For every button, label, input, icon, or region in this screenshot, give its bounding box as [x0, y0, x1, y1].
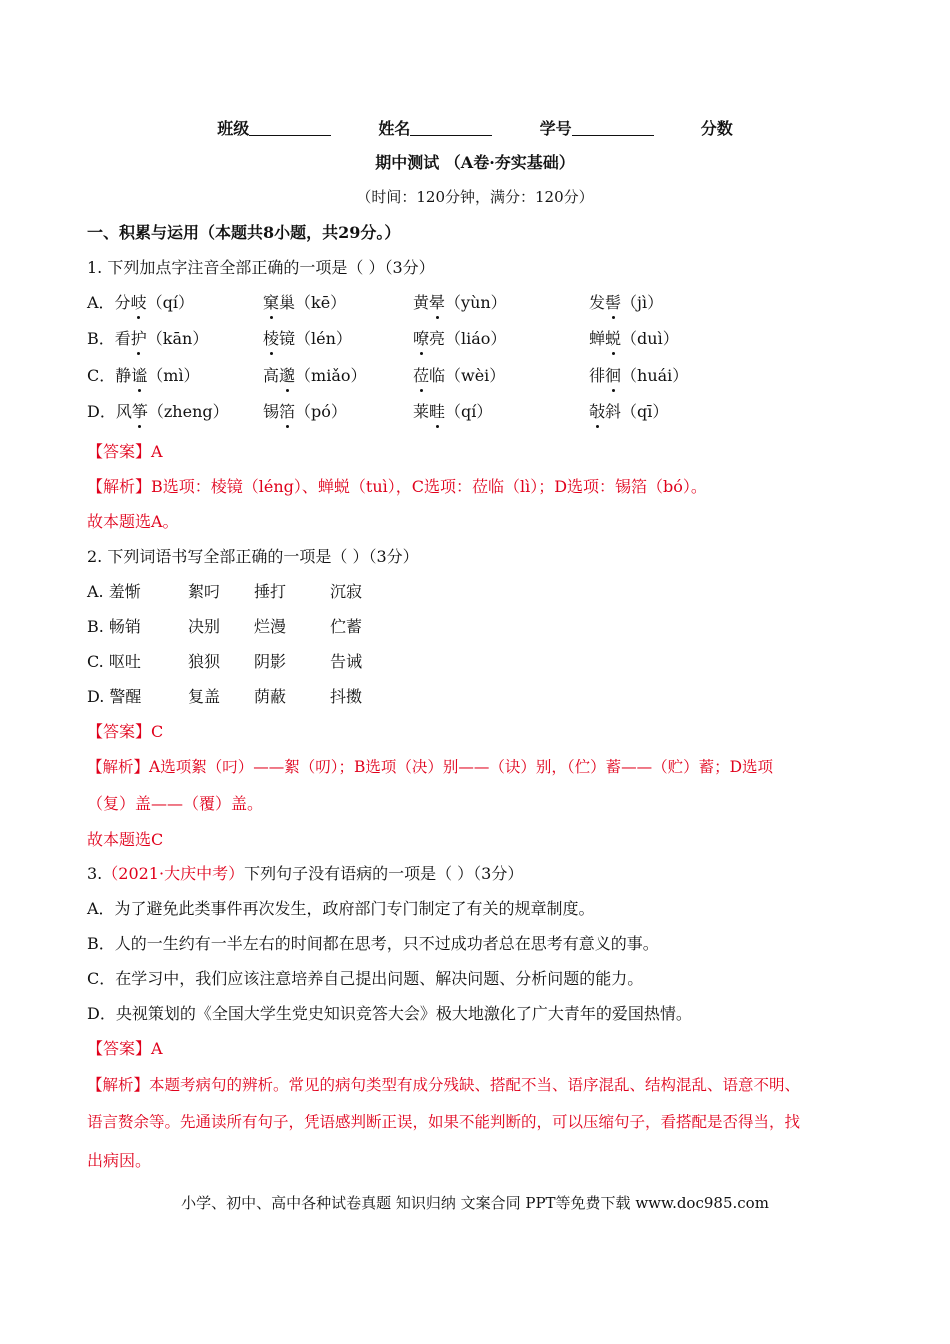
q2-c-word1: C. 呕吐 — [87, 652, 141, 671]
q1-b-pinyin: （kān） — [146, 329, 209, 348]
class-blank — [249, 119, 331, 136]
q1-b2-text: 镜（lén） — [279, 329, 352, 348]
q2-a-word2: 絮叼 — [188, 582, 221, 601]
q1-c2-text: 高 — [263, 366, 280, 385]
q3-number: 3. — [87, 864, 103, 883]
q2-stem: 2. 下列词语书写全部正确的一项是（ ）（3分） — [87, 547, 419, 566]
q1-d-dotted-char: 筝 — [131, 402, 148, 421]
q3-option-c: C．在学习中，我们应该注意培养自己提出问题、解决问题、分析问题的能力。 — [87, 969, 644, 988]
q1-b-dotted-char: 护 — [130, 329, 147, 348]
q3-answer: 【答案】A — [87, 1039, 163, 1058]
q2-c-word2: 狼狈 — [188, 652, 221, 671]
section-heading: 一、积累与运用（本题共8小题，共29分。） — [87, 223, 401, 242]
q1-analysis: 【解析】B选项：棱镜（léng）、蝉蜕（tuì），C选项：莅临（lì）；D选项：锡箔（bó）。 — [87, 477, 707, 496]
q1-b4-pinyin: （duì） — [621, 329, 679, 348]
q1-c-dotted-char: 谧 — [131, 366, 148, 385]
q2-d-word4: 抖擞 — [330, 687, 363, 706]
q1-c3-dotted-char: 莅 — [413, 366, 430, 385]
q1-a4-text: 发 — [589, 293, 606, 312]
q1-a3-pinyin: （yùn） — [445, 293, 507, 312]
q1-d4-text: 斜（qī） — [605, 402, 669, 421]
q1-d3-dotted-char: 畦 — [429, 402, 446, 421]
q1-b3-text: 亮（liáo） — [429, 329, 507, 348]
q1-b2-dotted-char: 棱 — [263, 329, 280, 348]
class-label: 班级 — [217, 119, 250, 138]
q1-b-text: B．看 — [87, 329, 131, 348]
q1-d-text: D．风 — [87, 402, 132, 421]
q1-d-pinyin: （zheng） — [147, 402, 229, 421]
q1-c4-pinyin: （huái） — [621, 366, 689, 385]
q2-a-word4: 沉寂 — [330, 582, 363, 601]
q1-a-dotted-char: 岐 — [130, 293, 147, 312]
q1-c3-text: 临（wèi） — [429, 366, 506, 385]
student-info-row — [0, 116, 950, 139]
q3-stem: 下列句子没有语病的一项是（ ）（3分） — [244, 864, 524, 883]
q2-d-word1: D. 警醒 — [87, 687, 142, 706]
q1-d4-dotted-char: 敧 — [589, 402, 606, 421]
q1-b4-dotted-char: 蜕 — [605, 329, 622, 348]
exam-title: 期中测试 （A卷·夯实基础） — [375, 153, 575, 172]
q1-stem: 1. 下列加点字注音全部正确的一项是（ ）（3分） — [87, 258, 435, 277]
score-label: 分数 — [700, 119, 733, 138]
q1-a3-dotted-char: 晕 — [429, 293, 446, 312]
q3-analysis-line2: 语言赘余等。先通读所有句子，凭语感判断正误，如果不能判断的，可以压缩句子，看搭配是否得当，找 — [87, 1113, 801, 1131]
q1-answer: 【答案】A — [87, 442, 163, 461]
q1-a3-text: 黄 — [413, 293, 430, 312]
name-blank — [410, 119, 492, 136]
q1-b4-text: 蝉 — [589, 329, 606, 348]
q3-option-d: D．央视策划的《全国大学生党史知识竞答大会》极大地激化了广大青年的爱国热情。 — [87, 1004, 692, 1023]
q2-b-word2: 决别 — [188, 617, 221, 636]
q1-a4-pinyin: （jì） — [621, 293, 664, 312]
q2-analysis-line2: （复）盖——（覆）盖。 — [87, 794, 264, 813]
name-label: 姓名 — [378, 119, 411, 138]
q3-analysis-line1: 【解析】本题考病句的辨析。常见的病句类型有成分残缺、搭配不当、语序混乱、结构混乱、语意不明、 — [87, 1076, 801, 1094]
q3-stem-line — [87, 863, 523, 885]
q1-d3-text: 莱 — [413, 402, 430, 421]
q3-option-b: B．人的一生约有一半左右的时间都在思考，只不过成功者总在思考有意义的事。 — [87, 934, 659, 953]
q1-c-text: C．静 — [87, 366, 132, 385]
q1-a2-dotted-char: 窠 — [263, 293, 280, 312]
exam-time-info: （时间：120分钟，满分：120分） — [356, 188, 594, 206]
q1-c2-dotted-char: 邈 — [279, 366, 296, 385]
q2-c-word4: 告诫 — [330, 652, 363, 671]
q1-b3-dotted-char: 嘹 — [413, 329, 430, 348]
q1-c4-dotted-char: 徊 — [605, 366, 622, 385]
q1-d3-pinyin: （qí） — [445, 402, 493, 421]
q1-conclusion: 故本题选A。 — [87, 512, 179, 531]
q2-analysis-line1: 【解析】A选项絮（叼）——絮（叨）；B选项（决）别——（诀）别，（伫）蓄——（贮）蓄；D选项 — [87, 758, 774, 776]
q2-a-word1: A. 羞惭 — [87, 582, 141, 601]
q2-b-word3: 烂漫 — [254, 617, 287, 636]
q1-c2-pinyin: （miǎo） — [295, 366, 367, 385]
q2-conclusion: 故本题选C — [87, 830, 164, 849]
q3-option-a: A．为了避免此类事件再次发生，政府部门专门制定了有关的规章制度。 — [87, 899, 595, 918]
q2-d-word3: 荫蔽 — [254, 687, 287, 706]
q2-d-word2: 复盖 — [188, 687, 221, 706]
q1-a4-dotted-char: 髻 — [605, 293, 622, 312]
student-id-label: 学号 — [539, 119, 572, 138]
q1-d2-text: 锡 — [263, 402, 280, 421]
q1-a-pinyin: （qí） — [146, 293, 194, 312]
q2-b-word1: B. 畅销 — [87, 617, 141, 636]
q1-a2-text: 巢（kē） — [279, 293, 347, 312]
q1-d2-pinyin: （pó） — [295, 402, 347, 421]
q1-c-pinyin: （mì） — [147, 366, 200, 385]
page-footer: 小学、初中、高中各种试卷真题 知识归纳 文案合同 PPT等免费下载 www.doc985.com — [181, 1194, 769, 1212]
student-id-blank — [572, 119, 654, 136]
q2-c-word3: 阴影 — [254, 652, 287, 671]
q3-source: （2021·大庆中考） — [102, 864, 245, 883]
q1-a-text: A．分 — [87, 293, 131, 312]
q2-answer: 【答案】C — [87, 722, 164, 741]
q3-analysis-line3: 出病因。 — [87, 1151, 152, 1170]
q2-a-word3: 捶打 — [254, 582, 287, 601]
q2-b-word4: 伫蓄 — [330, 617, 363, 636]
q1-d2-dotted-char: 箔 — [279, 402, 296, 421]
q1-c4-text: 徘 — [589, 366, 606, 385]
